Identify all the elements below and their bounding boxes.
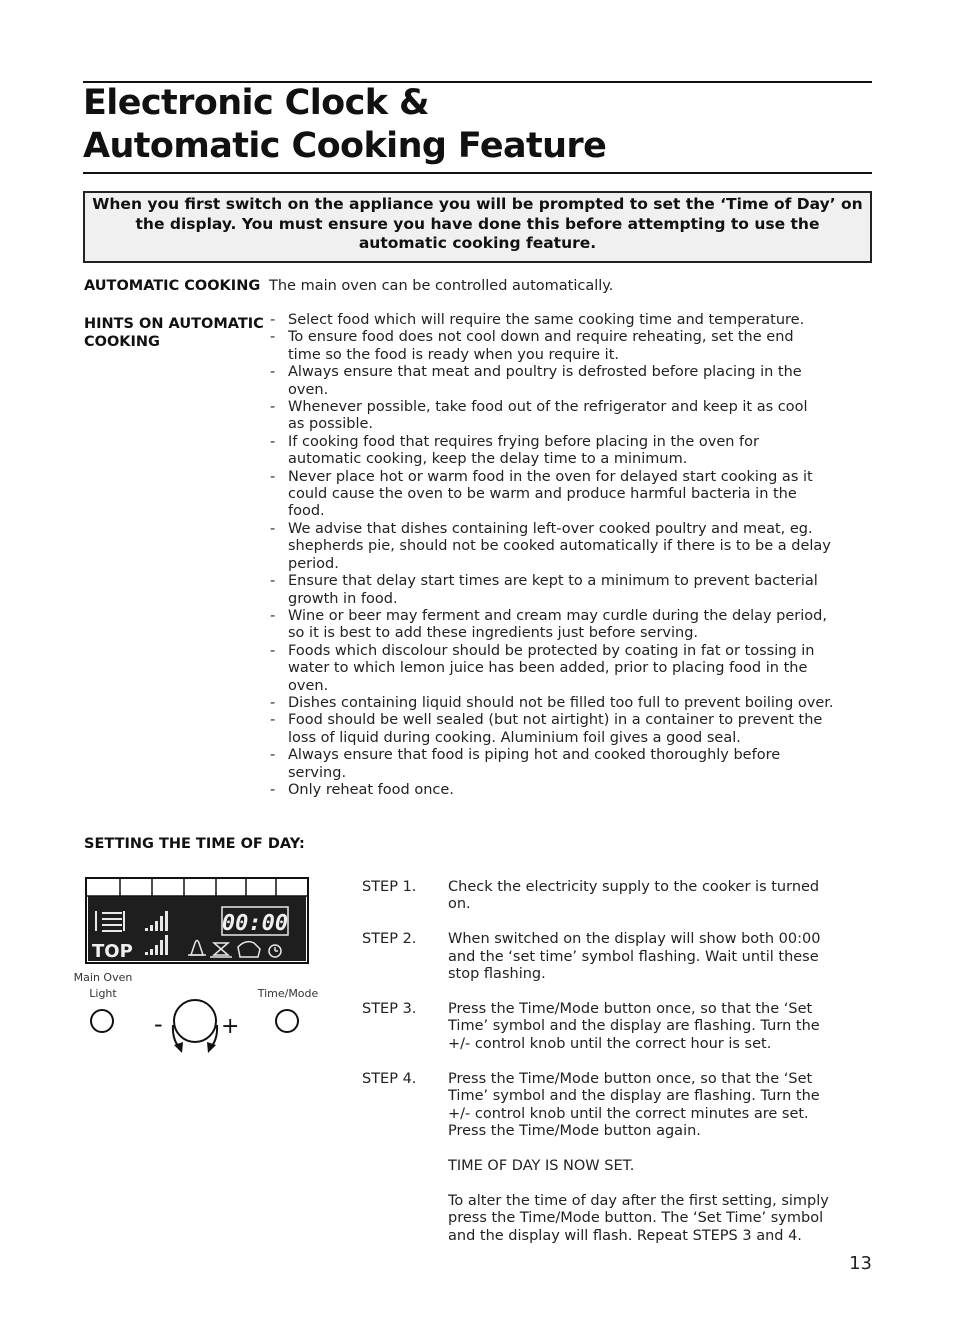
main-oven-light-label	[58, 970, 148, 1001]
hint-text-line: food.	[288, 503, 325, 520]
alter-time-note-line: and the display will flash. Repeat STEPS 3 and 4.	[448, 1227, 802, 1244]
title-bottom-rule	[83, 172, 872, 174]
hint-text-line: water to which lemon juice has been added, prior to placing food in the	[288, 660, 808, 677]
hint-dash: -	[270, 468, 276, 485]
hints-heading-line-2: COOKING	[84, 334, 160, 350]
hint-text-line: Foods which discolour should be protected by coating in fat or tossing in	[288, 642, 815, 659]
hint-text-line: To ensure food does not cool down and require reheating, set the end	[288, 329, 794, 346]
hint-text-line: Food should be well sealed (but not airtight) in a container to prevent the	[288, 712, 823, 729]
step-text-line: Time’ symbol and the display are flashing. Turn the	[448, 1088, 820, 1105]
step-item	[362, 879, 874, 914]
hint-text-line: serving.	[288, 764, 347, 781]
hint-text-line: oven.	[288, 677, 329, 694]
time-mode-button[interactable]	[276, 1010, 298, 1032]
hint-item	[268, 469, 873, 521]
hint-item	[268, 434, 873, 469]
hint-dash: -	[270, 399, 276, 416]
step-text-line: Press the Time/Mode button once, so that the ‘Set	[448, 1070, 813, 1087]
hint-text-line: Wine or beer may ferment and cream may curdle during the delay period,	[288, 607, 827, 624]
clock-readout: 00:00	[221, 911, 289, 936]
hint-dash: -	[270, 312, 276, 328]
knob-right-arrowhead	[207, 1042, 216, 1053]
hint-text-line: time so the food is ready when you require it.	[288, 346, 620, 363]
hint-text-line: Never place hot or warm food in the oven for delayed start cooking as it	[288, 468, 813, 485]
notice-line-2: the display. You must ensure you have done this before attempting to use the	[135, 214, 820, 233]
control-panel-diagram	[70, 875, 330, 1060]
alter-time-note-line: To alter the time of day after the first setting, simply	[448, 1192, 829, 1209]
knob-minus-sign: -	[154, 1010, 163, 1038]
step-text	[448, 1001, 874, 1053]
page-title	[83, 82, 872, 168]
hint-item	[268, 573, 873, 608]
hint-item	[268, 329, 873, 364]
hint-text-line: Dishes containing liquid should not be filled too full to prevent boiling over.	[288, 694, 834, 711]
time-set-note-text: TIME OF DAY IS NOW SET.	[448, 1157, 635, 1174]
step-text	[448, 1071, 874, 1141]
hint-dash: -	[270, 607, 276, 624]
step-item	[362, 1001, 874, 1053]
alter-time-note	[448, 1193, 874, 1245]
hint-text-line: We advise that dishes containing left-over cooked poultry and meat, eg.	[288, 520, 813, 537]
hint-item	[268, 747, 873, 782]
main-oven-light-label-line-1: Main Oven	[73, 971, 133, 984]
hint-text-line: so it is best to add these ingredients just before serving.	[288, 625, 699, 642]
step-text-line: When switched on the display will show both 00:00	[448, 931, 821, 948]
setting-time-heading-text: SETTING THE TIME OF DAY:	[84, 836, 305, 852]
step-text-line: on.	[448, 896, 471, 913]
page-number: 13	[849, 1253, 872, 1274]
hint-text-line: growth in food.	[288, 590, 398, 607]
notice-box	[83, 191, 872, 263]
step-number: STEP 2.	[362, 931, 417, 948]
step-text-line: Press the Time/Mode button again.	[448, 1122, 701, 1139]
step-number: STEP 3.	[362, 1001, 417, 1018]
hint-dash: -	[270, 781, 276, 798]
step-number: STEP 1.	[362, 879, 417, 895]
hint-item	[268, 643, 873, 695]
hint-item	[268, 312, 873, 329]
hints-heading	[84, 315, 269, 351]
hint-text-line: Select food which will require the same cooking time and temperature.	[288, 312, 805, 328]
step-number: STEP 4.	[362, 1070, 417, 1087]
hint-dash: -	[270, 520, 276, 537]
setting-time-heading	[84, 835, 305, 853]
automatic-cooking-text: The main oven can be controlled automatically.	[269, 278, 614, 294]
knob-plus-sign: +	[221, 1014, 240, 1039]
step-item	[362, 931, 874, 983]
hint-item	[268, 782, 873, 799]
page-title-line-1: Electronic Clock &	[83, 83, 429, 123]
hint-text-line: period.	[288, 555, 339, 572]
hint-dash: -	[270, 364, 276, 381]
notice-line-3: automatic cooking feature.	[358, 234, 597, 252]
hints-heading-line-1: HINTS ON AUTOMATIC	[84, 316, 264, 332]
step-text-line: Check the electricity supply to the cooker is turned	[448, 879, 820, 895]
top-oven-label: TOP	[92, 941, 133, 962]
hint-item	[268, 364, 873, 399]
hint-dash: -	[270, 329, 276, 346]
main-oven-light-label-line-2: Light	[89, 986, 117, 1000]
step-text	[448, 879, 874, 914]
hint-dash: -	[270, 712, 276, 729]
control-knob[interactable]	[174, 1000, 216, 1042]
step-text	[448, 931, 874, 983]
time-mode-label: Time/Mode	[257, 987, 319, 1000]
hint-text-line: as possible.	[288, 416, 374, 433]
hint-item	[268, 399, 873, 434]
hint-text-line: could cause the oven to be warm and produce harmful bacteria in the	[288, 486, 797, 503]
hint-text-line: shepherds pie, should not be cooked automatically if there is to be a delay	[288, 538, 831, 555]
hint-dash: -	[270, 694, 276, 711]
hint-dash: -	[270, 747, 276, 764]
hint-text-line: oven.	[288, 381, 329, 398]
hint-item	[268, 608, 873, 643]
steps-list	[362, 879, 874, 1263]
automatic-cooking-heading-text: AUTOMATIC COOKING	[84, 278, 261, 294]
step-item	[362, 1071, 874, 1141]
knob-left-arrowhead	[174, 1042, 183, 1053]
hint-text-line: automatic cooking, keep the delay time to a minimum.	[288, 451, 688, 468]
hint-text-line: Always ensure that food is piping hot and cooked thoroughly before	[288, 747, 781, 764]
hint-text-line: Always ensure that meat and poultry is defrosted before placing in the	[288, 364, 802, 381]
main-oven-light-button[interactable]	[91, 1010, 113, 1032]
step-text-line: Time’ symbol and the display are flashing. Turn the	[448, 1018, 820, 1035]
hint-dash: -	[270, 433, 276, 450]
hint-text-line: Only reheat food once.	[288, 781, 454, 798]
step-text-line: Press the Time/Mode button once, so that the ‘Set	[448, 1001, 813, 1018]
hint-text-line: loss of liquid during cooking. Aluminium foil gives a good seal.	[288, 729, 741, 746]
step-text-line: and the ‘set time’ symbol flashing. Wait until these	[448, 948, 819, 965]
hint-text-line: Ensure that delay start times are kept to a minimum to prevent bacterial	[288, 573, 818, 590]
hints-list	[268, 312, 873, 799]
hint-dash: -	[270, 573, 276, 590]
step-text-line: +/- control knob until the correct minutes are set.	[448, 1105, 809, 1122]
page-title-line-2: Automatic Cooking Feature	[83, 126, 607, 166]
display-segment-row	[86, 878, 308, 896]
step-text-line: stop flashing.	[448, 966, 546, 983]
time-set-note	[448, 1158, 874, 1175]
hint-item	[268, 695, 873, 712]
hint-dash: -	[270, 642, 276, 659]
alter-time-note-line: press the Time/Mode button. The ‘Set Time’ symbol	[448, 1210, 824, 1227]
hint-text-line: If cooking food that requires frying before placing in the oven for	[288, 433, 759, 450]
hint-item	[268, 521, 873, 573]
hint-item	[268, 712, 873, 747]
hint-text-line: Whenever possible, take food out of the refrigerator and keep it as cool	[288, 399, 808, 416]
notice-line-1: When you first switch on the appliance you will be prompted to set the ‘Time of Day’ on	[92, 195, 863, 213]
step-text-line: +/- control knob until the correct hour is set.	[448, 1035, 772, 1052]
automatic-cooking-heading	[84, 277, 269, 295]
